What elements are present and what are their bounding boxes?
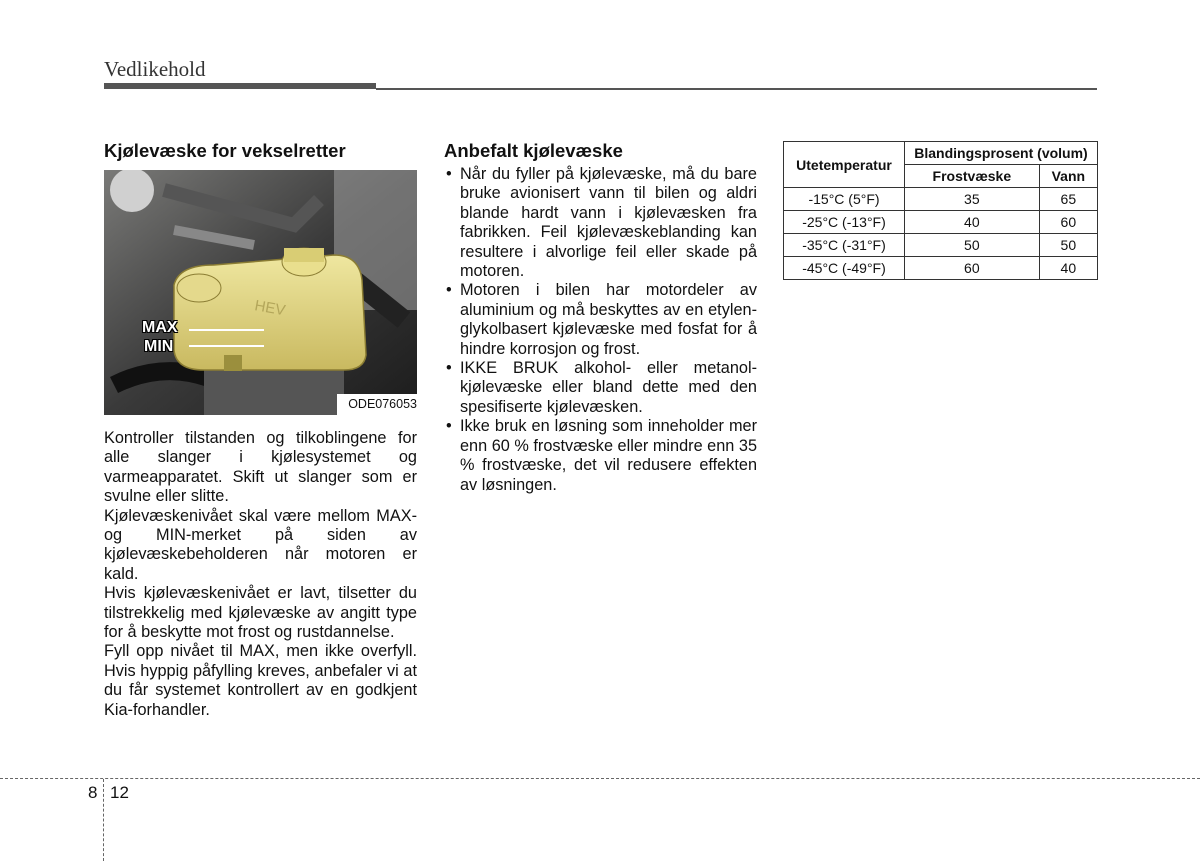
table-row (784, 234, 1098, 257)
chapter-number: 8 (88, 783, 98, 802)
cell-water: 60 (1039, 211, 1097, 234)
engine-bay-illustration (104, 170, 417, 415)
cell-temperature: -15°C (5°F) (784, 188, 905, 211)
cell-antifreeze: 50 (905, 234, 1040, 257)
right-column (783, 141, 1098, 280)
footer-rule (0, 778, 1200, 779)
footer-divider (103, 779, 104, 861)
cell-water: 65 (1039, 188, 1097, 211)
cell-water: 40 (1039, 257, 1097, 280)
coolant-reservoir-photo (104, 170, 417, 415)
photo-reference-code: ODE076053 (337, 394, 417, 415)
list-item: • Ikke bruk en løsning som inneholder mer enn 60 % frostvæske eller mindre enn 35 % frostvæske, det vil redusere effekten av løsningen. (444, 417, 757, 495)
cell-antifreeze: 35 (905, 188, 1040, 211)
left-column (104, 140, 417, 720)
header-mix-percentage: Blandingsprosent (volum) (905, 142, 1098, 165)
paragraph-check-hoses: Kontroller tilstanden og tilkoblingene for alle slanger i kjølesystemet og varmeapparatet. Skift ut slanger som er svulne eller slitte. (104, 429, 417, 506)
cell-temperature: -45°C (-49°F) (784, 257, 905, 280)
table-row (784, 211, 1098, 234)
coolant-mix-table (783, 141, 1098, 280)
cell-temperature: -35°C (-31°F) (784, 234, 905, 257)
header-antifreeze: Frostvæske (905, 165, 1040, 188)
svg-text:HEV: HEV (253, 297, 287, 320)
table-row (784, 257, 1098, 280)
recommendation-list (444, 165, 757, 495)
cell-water: 50 (1039, 234, 1097, 257)
header-rule-thin (376, 88, 1097, 90)
cell-antifreeze: 60 (905, 257, 1040, 280)
cell-antifreeze: 40 (905, 211, 1040, 234)
paragraph-add-coolant: Hvis kjølevæskenivået er lavt, tilsetter du tilstrekkelig med kjølevæske av angitt type for å beskytte mot frost og rustdannelse. (104, 584, 417, 642)
table-row (784, 188, 1098, 211)
paragraph-fill-to-max: Fyll opp nivået til MAX, men ikke overfyll. Hvis hyppig påfylling kreves, anbefaler vi at du får systemet kontrollert av en godkjent Kia-forhandler. (104, 642, 417, 719)
list-item: • Motoren i bilen har motordeler av aluminium og må beskyttes av en etylen-glykolbasert kjølevæske med fosfat for å hindre korrosjon og frost. (444, 281, 757, 359)
page-number: 12 (110, 783, 129, 802)
page-header-title: Vedlikehold (104, 57, 206, 81)
list-item: • IKKE BRUK alkohol- eller metanol-kjølevæske eller bland dette med den spesifiserte kjølevæsken. (444, 359, 757, 417)
max-marker-label: MAX (142, 319, 178, 336)
header-water: Vann (1039, 165, 1097, 188)
section-heading-inverter-coolant: Kjølevæske for vekselretter (104, 140, 346, 161)
header-rule-thick (104, 83, 376, 89)
min-marker-label: MIN (144, 338, 174, 355)
header-outdoor-temperature: Utetemperatur (784, 142, 905, 188)
middle-column (444, 140, 757, 495)
list-item: • Når du fyller på kjølevæske, må du bare bruke avionisert vann til bilen og aldri blande hardt vann i kjølevæsken fra fabrikken. Feil kjølevæskeblanding kan resultere i alvorlige feil eller skade på motoren. (444, 165, 757, 281)
paragraph-coolant-level: Kjølevæskenivået skal være mellom MAX- og MIN-merket på siden av kjølevæskebeholderen når motoren er kald. (104, 506, 417, 583)
section-heading-recommended-coolant: Anbefalt kjølevæske (444, 140, 623, 161)
cell-temperature: -25°C (-13°F) (784, 211, 905, 234)
